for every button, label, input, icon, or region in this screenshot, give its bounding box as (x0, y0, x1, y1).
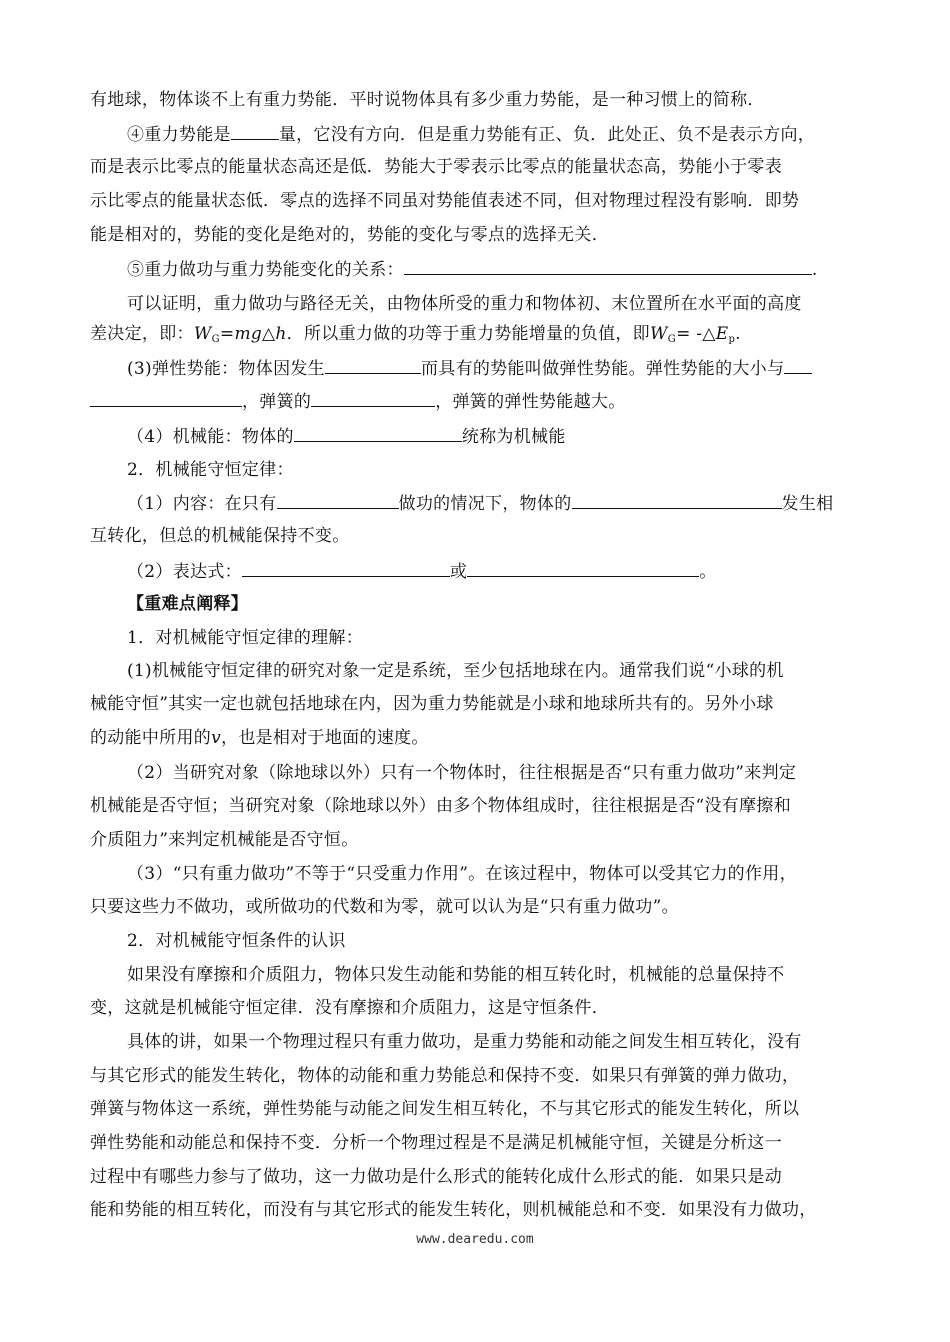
section-heading: 2．对机械能守恒条件的认识 (127, 931, 346, 951)
section-heading: 【重难点阐释】 (127, 594, 249, 614)
text-line: 过程中有哪些力参与了做功，这一力做功是什么形式的能转化成什么形式的能．如果只是动 (90, 1167, 782, 1187)
text-line: 示比零点的能量状态低．零点的选择不同虽对势能值表述不同，但对物理过程没有影响．即势 (90, 191, 800, 211)
text-line: 互转化，但总的机械能保持不变。 (90, 526, 350, 546)
text-line: （2）当研究对象（除地球以外）只有一个物体时，往往根据是否“只有重力做功”来判定 (127, 763, 797, 783)
text-line: （1）内容：在只有 做功的情况下，物体的 发生相 (127, 491, 870, 516)
text-line: (1)机械能守恒定律的研究对象一定是系统，至少包括地球在内。通常我们说“小球的机 (127, 661, 784, 681)
fill-blank[interactable] (294, 424, 462, 442)
text-line: ⑤重力做功与重力势能变化的关系： . (127, 257, 870, 282)
fill-blank[interactable] (467, 559, 699, 577)
fill-blank[interactable] (784, 356, 812, 374)
text-line: 弹性势能和动能总和保持不变．分析一个物理过程是不是满足机械能守恒，关键是分析这一 (90, 1133, 782, 1153)
text-line: ④重力势能是 量，它没有方向．但是重力势能有正、负．此处正、负不是表示方向， (127, 122, 870, 147)
fill-blank[interactable] (231, 122, 279, 140)
text-line: 机械能是否守恒；当研究对象（除地球以外）由多个物体组成时，往往根据是否“没有摩擦和 (90, 796, 791, 816)
fill-blank[interactable] (572, 491, 782, 509)
page-footer-url: www.dearedu.com (416, 1232, 534, 1247)
fill-blank[interactable] (325, 356, 421, 374)
text-line: 而是表示比零点的能量状态高还是低．势能大于零表示比零点的能量状态高，势能小于零表 (90, 157, 782, 177)
section-heading: 2．机械能守恒定律： (127, 460, 294, 480)
text-line: 有地球，物体谈不上有重力势能．平时说物体具有多少重力势能，是一种习惯上的简称． (90, 90, 765, 110)
fill-blank[interactable] (90, 389, 242, 407)
text-line: 如果没有摩擦和介质阻力，物体只发生动能和势能的相互转化时，机械能的总量保持不 (127, 965, 785, 985)
text-line: 能和势能的相互转化，而没有与其它形式的能发生转化，则机械能总和不变．如果没有力做功， (90, 1200, 817, 1220)
text-line: 介质阻力”来判定机械能是否守恒。 (90, 830, 359, 850)
fill-blank[interactable] (242, 559, 450, 577)
text-line: 具体的讲，如果一个物理过程只有重力做功，是重力势能和动能之间发生相互转化，没有 (127, 1032, 802, 1052)
fill-blank[interactable] (404, 257, 812, 275)
text-line: （2）表达式： 或 。 (127, 559, 870, 584)
fill-blank[interactable] (277, 491, 399, 509)
fill-blank[interactable] (311, 389, 435, 407)
text-line: ，弹簧的 ，弹簧的弹性势能越大。 (90, 389, 870, 414)
section-heading: 1．对机械能守恒定律的理解： (127, 628, 364, 648)
text-line: 只要这些力不做功，或所做功的代数和为零，就可以认为是“只有重力做功”。 (90, 897, 679, 917)
text-line: 与其它形式的能发生转化，物体的动能和重力势能总和保持不变．如果只有弹簧的弹力做功， (90, 1066, 800, 1086)
text-line: 弹簧与物体这一系统，弹性势能与动能之间发生相互转化，不与其它形式的能发生转化，所以 (90, 1099, 800, 1119)
text-line: （3）“只有重力做功”不等于“只受重力作用”。在该过程中，物体可以受其它力的作用， (127, 864, 797, 884)
text-line: （4）机械能：物体的 统称为机械能 (127, 424, 870, 449)
text-line: 械能守恒”其实一定也就包括地球在内，因为重力势能就是小球和地球所共有的。另外小球 (90, 694, 774, 714)
text-line: (3)弹性势能：物体因发生 而具有的势能叫做弹性势能。弹性势能的大小与 (127, 356, 870, 381)
text-line: 可以证明，重力做功与路径无关，由物体所受的重力和物体初、末位置所在水平面的高度 (127, 294, 802, 314)
formula-line: 差决定，即：$W_G=mg\triangle h$．所以重力做的功等于重力势能增量的负值，即$W_G=$ $-\triangle E_p$. (90, 324, 741, 345)
text-line: 能是相对的，势能的变化是绝对的，势能的变化与零点的选择无关． (90, 225, 609, 245)
text-line: 变，这就是机械能守恒定律．没有摩擦和介质阻力，这是守恒条件． (90, 998, 609, 1018)
text-line: 的动能中所用的v，也是相对于地面的速度。 (90, 728, 429, 748)
